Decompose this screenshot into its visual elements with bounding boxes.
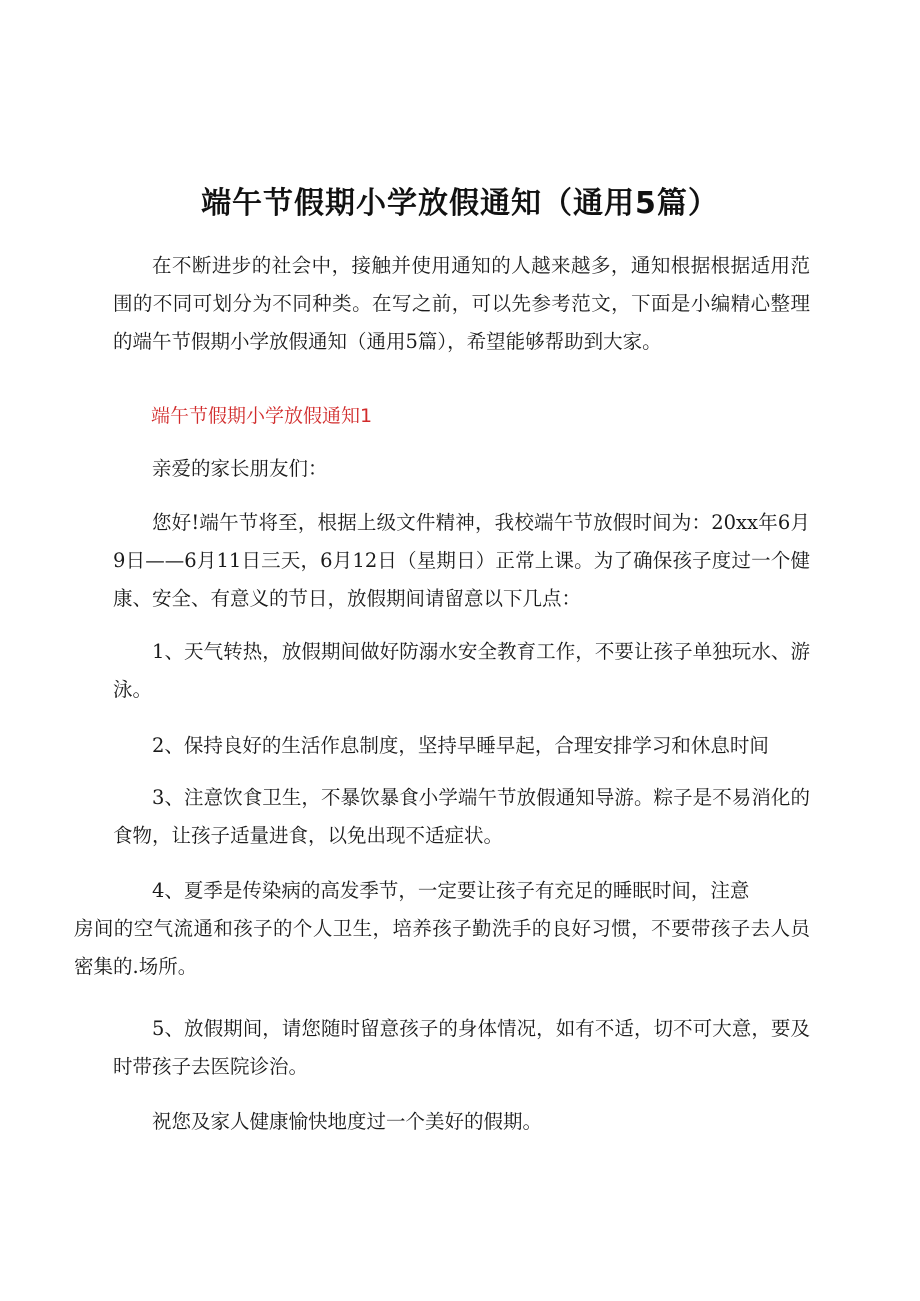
list-item: 1、天气转热，放假期间做好防溺水安全教育工作，不要让孩子单独玩水、游泳。 bbox=[113, 640, 810, 701]
section-heading-1: 端午节假期小学放假通知1 bbox=[151, 405, 373, 427]
list-item bbox=[74, 872, 810, 986]
list-item-line-1: 4、夏季是传染病的高发季节，一定要让孩子有充足的睡眠时间，注意 bbox=[152, 879, 750, 902]
document-title: 端午节假期小学放假通知（通用5篇） bbox=[201, 186, 719, 221]
greeting-line: 亲爱的家长朋友们： bbox=[152, 457, 328, 480]
list-item: 5、放假期间，请您随时留意孩子的身体情况，如有不适，切不可大意，要及时带孩子去医院诊治。 bbox=[113, 1017, 810, 1078]
list-item: 2、保持良好的生活作息制度，坚持早睡早起，合理安排学习和休息时间 bbox=[152, 734, 769, 757]
intro-paragraph: 在不断进步的社会中，接触并使用通知的人越来越多，通知根据根据适用范围的不同可划分为不同种类。在写之前，可以先参考范文，下面是小编精心整理的端午节假期小学放假通知（通用5篇），希望能够帮助到大家。 bbox=[113, 254, 810, 353]
closing-line: 祝您及家人健康愉快地度过一个美好的假期。 bbox=[152, 1110, 543, 1133]
notice-paragraph: 您好!端午节将至，根据上级文件精神，我校端午节放假时间为：20xx年6月9日——6月11日三天，6月12日（星期日）正常上课。为了确保孩子度过一个健康、安全、有意义的节日，放假期间请留意以下几点： bbox=[113, 511, 810, 610]
list-item-continuation: 房间的空气流通和孩子的个人卫生，培养孩子勤洗手的良好习惯，不要带孩子去人员密集的.场所。 bbox=[74, 917, 810, 978]
list-item: 3、注意饮食卫生，不暴饮暴食小学端午节放假通知导游。粽子是不易消化的食物，让孩子适量进食，以免出现不适症状。 bbox=[113, 786, 810, 847]
